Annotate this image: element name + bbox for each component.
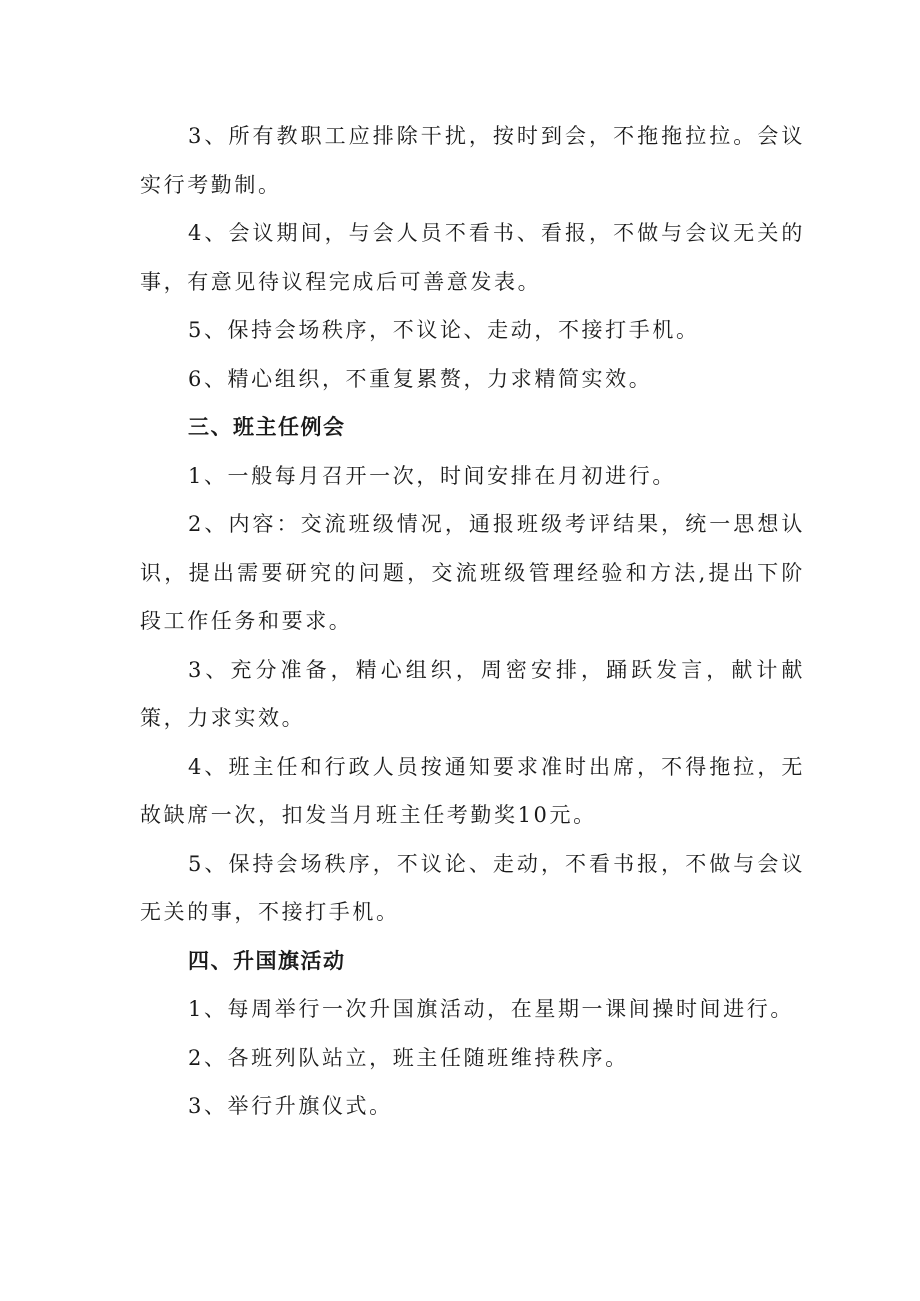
paragraph-item-3-preparation: 3、充分准备，精心组织，周密安排，踊跃发言，献计献策，力求实效。 [140, 657, 805, 730]
paragraph-item-3-attendance: 3、所有教职工应排除干扰，按时到会，不拖拖拉拉。会议实行考勤制。 [140, 124, 805, 197]
section-heading-flag-raising: 四、升国旗活动 [188, 948, 346, 973]
paragraph-item-4-attendance-penalty: 4、班主任和行政人员按通知要求准时出席，不得拖拉，无故缺席一次，扣发当月班主任考勤奖10元。 [140, 754, 805, 827]
section-heading-class-teacher-meeting: 三、班主任例会 [188, 415, 346, 439]
paragraph-item-3-ceremony: 3、举行升旗仪式。 [188, 1094, 393, 1118]
document-body [140, 112, 805, 1131]
paragraph-item-1-schedule: 1、一般每月召开一次，时间安排在月初进行。 [188, 463, 676, 488]
paragraph-item-6-efficiency: 6、精心组织，不重复累赘，力求精简实效。 [188, 366, 653, 391]
paragraph-item-5-order: 5、保持会场秩序，不议论、走动，不接打手机。 [188, 318, 700, 342]
paragraph-item-4-conduct: 4、会议期间，与会人员不看书、看报，不做与会议无关的事，有意见待议程完成后可善意发表。 [140, 221, 805, 294]
paragraph-item-1-weekly-flag: 1、每周举行一次升国旗活动，在星期一课间操时间进行。 [188, 997, 794, 1021]
paragraph-item-5-meeting-order: 5、保持会场秩序，不议论、走动，不看书报，不做与会议无关的事，不接打手机。 [140, 851, 805, 924]
paragraph-item-2-content: 2、内容：交流班级情况，通报班级考评结果，统一思想认识，提出需要研究的问题，交流班级管理经验和方法,提出下阶段工作任务和要求。 [140, 512, 805, 633]
paragraph-item-2-lineup: 2、各班列队站立，班主任随班维持秩序。 [188, 1045, 629, 1070]
